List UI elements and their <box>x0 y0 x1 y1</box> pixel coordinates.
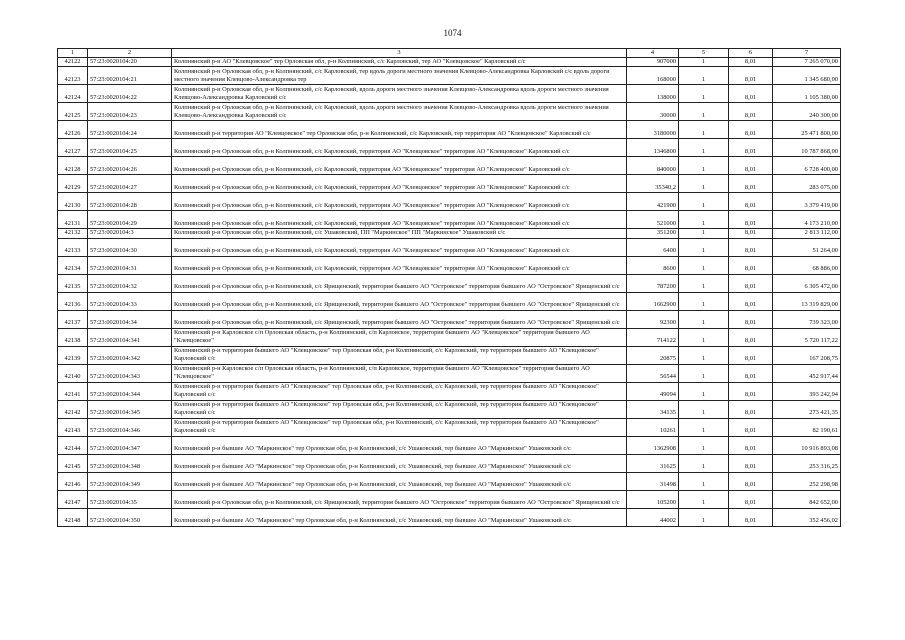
row-number: 42122 <box>58 58 88 67</box>
cadastral-number: 57:23:0020104:31 <box>88 256 172 274</box>
area-value: 92300 <box>627 310 679 328</box>
table-row <box>58 382 841 400</box>
count-value: 1 <box>679 310 729 328</box>
rate-value: 8,01 <box>729 382 773 400</box>
table-row <box>58 418 841 436</box>
rate-value: 8,01 <box>729 274 773 292</box>
count-value: 1 <box>679 400 729 418</box>
cadastral-value: 240 300,00 <box>773 103 841 121</box>
row-number: 42137 <box>58 310 88 328</box>
area-value: 30000 <box>627 103 679 121</box>
cadastral-number: 57:23:0020104:28 <box>88 193 172 211</box>
table-row <box>58 238 841 256</box>
cadastral-number: 57:23:0020104:25 <box>88 139 172 157</box>
count-value: 1 <box>679 58 729 67</box>
table-row <box>58 310 841 328</box>
rate-value: 8,01 <box>729 85 773 103</box>
count-value: 1 <box>679 454 729 472</box>
rate-value: 8,01 <box>729 328 773 346</box>
cadastral-number: 57:23:0020104:26 <box>88 157 172 175</box>
row-number: 42125 <box>58 103 88 121</box>
cadastral-number: 57:23:0020104:20 <box>88 58 172 67</box>
location-description: Колпнянский р-н территория бывшего АО "Клевцовское" тер Орловская обл, р-н Колпнянский, с/с Карловский, тер территория бывшего АО "Клевцовское" Карловский с/с <box>172 382 627 400</box>
area-value: 20875 <box>627 346 679 364</box>
location-description: Колпнянский р-н территория бывшего АО "Клевцовское" тер Орловская обл, р-н Колпнянский, с/с Карловский, тер территория бывшего АО "Клевцовское" Карловский с/с <box>172 400 627 418</box>
cadastral-value: 51 264,00 <box>773 238 841 256</box>
location-description: Колпнянский р-н Орловская обл, р-н Колпнянский, с/с Ушаковский, ПП "Маркинское" ПП "Маркинское" Ушаковский с/с <box>172 229 627 238</box>
area-value: 787200 <box>627 274 679 292</box>
table-row <box>58 139 841 157</box>
cadastral-number: 57:23:0020104:344 <box>88 382 172 400</box>
count-value: 1 <box>679 67 729 85</box>
table-row <box>58 229 841 238</box>
area-value: 351200 <box>627 229 679 238</box>
row-number: 42133 <box>58 238 88 256</box>
row-number: 42126 <box>58 121 88 139</box>
row-number: 42123 <box>58 67 88 85</box>
table-row <box>58 292 841 310</box>
column-header: 4 <box>627 49 679 58</box>
page-number: 1074 <box>443 28 462 38</box>
table-row <box>58 490 841 508</box>
area-value: 6400 <box>627 238 679 256</box>
cadastral-number: 57:23:0020104:3 <box>88 229 172 238</box>
table-row <box>58 454 841 472</box>
area-value: 1362908 <box>627 436 679 454</box>
area-value: 35340,2 <box>627 175 679 193</box>
rate-value: 8,01 <box>729 256 773 274</box>
location-description: Колпнянский р-н Карловское с/п Орловская область, р-н Колпнянский, с/п Карловское, территория бывшего АО "Клевцовское" территория бывшего АО "Клевцовское" <box>172 328 627 346</box>
count-value: 1 <box>679 211 729 229</box>
cadastral-value: 82 190,61 <box>773 418 841 436</box>
area-value: 44002 <box>627 508 679 526</box>
cadastral-value: 2 813 112,00 <box>773 229 841 238</box>
rate-value: 8,01 <box>729 472 773 490</box>
area-value: 56544 <box>627 364 679 382</box>
row-number: 42140 <box>58 364 88 382</box>
count-value: 1 <box>679 346 729 364</box>
location-description: Колпнянский р-н Орловская обл, р-н Колпнянский, с/с Карловский, территория АО "Клевцовское" территория АО "Клевцовское" Карловский с/с <box>172 256 627 274</box>
rate-value: 8,01 <box>729 229 773 238</box>
area-value: 1346800 <box>627 139 679 157</box>
area-value: 1662900 <box>627 292 679 310</box>
table-row <box>58 58 841 67</box>
cadastral-number: 57:23:0020104:30 <box>88 238 172 256</box>
table-row <box>58 346 841 364</box>
table-row <box>58 121 841 139</box>
area-value: 138000 <box>627 85 679 103</box>
area-value: 421900 <box>627 193 679 211</box>
cadastral-number: 57:23:0020104:346 <box>88 418 172 436</box>
cadastral-value: 10 916 893,08 <box>773 436 841 454</box>
table-row <box>58 328 841 346</box>
location-description: Колпнянский р-н Орловская обл, р-н Колпнянский, с/с Карловский, территория АО "Клевцовское" территория АО "Клевцовское" Карловский с/с <box>172 238 627 256</box>
count-value: 1 <box>679 274 729 292</box>
cadastral-value: 3 379 419,00 <box>773 193 841 211</box>
cadastral-number: 57:23:0020104:29 <box>88 211 172 229</box>
area-value: 49094 <box>627 382 679 400</box>
row-number: 42141 <box>58 382 88 400</box>
table-row <box>58 85 841 103</box>
rate-value: 8,01 <box>729 400 773 418</box>
table-row <box>58 256 841 274</box>
rate-value: 8,01 <box>729 364 773 382</box>
area-value: 907000 <box>627 58 679 67</box>
rate-value: 8,01 <box>729 418 773 436</box>
row-number: 42138 <box>58 328 88 346</box>
cadastral-value: 10 787 868,00 <box>773 139 841 157</box>
table-row <box>58 193 841 211</box>
cadastral-value: 273 421,35 <box>773 400 841 418</box>
cadastral-value: 393 242,94 <box>773 382 841 400</box>
area-value: 521000 <box>627 211 679 229</box>
area-value: 31625 <box>627 454 679 472</box>
rate-value: 8,01 <box>729 211 773 229</box>
rate-value: 8,01 <box>729 436 773 454</box>
cadastral-number: 57:23:0020104:22 <box>88 85 172 103</box>
count-value: 1 <box>679 472 729 490</box>
cadastral-value: 5 720 117,22 <box>773 328 841 346</box>
row-number: 42147 <box>58 490 88 508</box>
cadastral-number: 57:23:0020104:349 <box>88 472 172 490</box>
cadastral-value: 6 728 400,00 <box>773 157 841 175</box>
row-number: 42142 <box>58 400 88 418</box>
cadastral-value: 1 345 680,00 <box>773 67 841 85</box>
row-number: 42124 <box>58 85 88 103</box>
row-number: 42145 <box>58 454 88 472</box>
count-value: 1 <box>679 175 729 193</box>
rate-value: 8,01 <box>729 292 773 310</box>
table-row <box>58 67 841 85</box>
cadastral-number: 57:23:0020104:24 <box>88 121 172 139</box>
column-header: 1 <box>58 49 88 58</box>
location-description: Колпнянский р-н территория бывшего АО "Клевцовское" тер Орловская обл, р-н Колпнянский, с/с Карловский, тер территория бывшего АО "Клевцовское" Карловский с/с <box>172 346 627 364</box>
table-row <box>58 103 841 121</box>
cadastral-value: 739 323,00 <box>773 310 841 328</box>
location-description: Колпнянский р-н бывшее АО "Маркинское" тер Орловская обл, р-н Колпнянский, с/с Ушаковский, тер бывшее АО "Маркинское" Ушаковский с/с <box>172 454 627 472</box>
location-description: Колпнянский р-н Орловская обл, р-н Колпнянский, с/с Карловский, вдоль дороги местного значения Клевцово-Александровка вдоль дороги местного значения Клевцово-Александровка Карловский с/с <box>172 85 627 103</box>
location-description: Колпнянский р-н Орловская обл, р-н Колпнянский, с/с Карловский, тер вдоль дороги местного значения Клевцово-Александровка Карловский с/с вдоль дороги местного значения Клевцово-Александровка тер <box>172 67 627 85</box>
row-number: 42134 <box>58 256 88 274</box>
cadastral-value: 167 208,75 <box>773 346 841 364</box>
table-row <box>58 274 841 292</box>
table-row <box>58 472 841 490</box>
count-value: 1 <box>679 85 729 103</box>
row-number: 42128 <box>58 157 88 175</box>
rate-value: 8,01 <box>729 193 773 211</box>
rate-value: 8,01 <box>729 490 773 508</box>
count-value: 1 <box>679 157 729 175</box>
location-description: Колпнянский р-н бывшее АО "Маркинское" тер Орловская обл, р-н Колпнянский, с/с Ушаковский, тер бывшее АО "Маркинское" Ушаковский с/с <box>172 472 627 490</box>
location-description: Колпнянский р-н Орловская обл, р-н Колпнянский, с/с Карловский, территория АО "Клевцовское" территория АО "Клевцовское" Карловский с/с <box>172 157 627 175</box>
area-value: 714122 <box>627 328 679 346</box>
location-description: Колпнянский р-н Орловская обл, р-н Колпнянский, с/с Ярищенский, территория бывшего АО "Островское" территория бывшего АО "Островское" Ярищенский с/с <box>172 310 627 328</box>
rate-value: 8,01 <box>729 58 773 67</box>
location-description: Колпнянский р-н бывшее АО "Маркинское" тер Орловская обл, р-н Колпнянский, с/с Ушаковский, тер бывшее АО "Маркинское" Ушаковский с/с <box>172 436 627 454</box>
cadastral-value: 6 305 472,00 <box>773 274 841 292</box>
rate-value: 8,01 <box>729 157 773 175</box>
count-value: 1 <box>679 238 729 256</box>
area-value: 840000 <box>627 157 679 175</box>
table-row <box>58 364 841 382</box>
area-value: 105200 <box>627 490 679 508</box>
cadastral-value: 253 316,25 <box>773 454 841 472</box>
rate-value: 8,01 <box>729 175 773 193</box>
area-value: 3180000 <box>627 121 679 139</box>
cadastral-value: 25 471 800,00 <box>773 121 841 139</box>
column-header: 5 <box>679 49 729 58</box>
cadastral-value: 252 298,98 <box>773 472 841 490</box>
cadastral-value: 283 075,00 <box>773 175 841 193</box>
column-header: 3 <box>172 49 627 58</box>
row-number: 42130 <box>58 193 88 211</box>
cadastral-value: 4 173 210,00 <box>773 211 841 229</box>
table-row <box>58 436 841 454</box>
count-value: 1 <box>679 229 729 238</box>
rate-value: 8,01 <box>729 139 773 157</box>
cadastral-value: 452 917,44 <box>773 364 841 382</box>
location-description: Колпнянский р-н Орловская обл, р-н Колпнянский, с/с Карловский, территория АО "Клевцовское" территория АО "Клевцовское" Карловский с/с <box>172 211 627 229</box>
rate-value: 8,01 <box>729 67 773 85</box>
cadastral-number: 57:23:0020104:341 <box>88 328 172 346</box>
area-value: 34135 <box>627 400 679 418</box>
count-value: 1 <box>679 508 729 526</box>
cadastral-number: 57:23:0020104:27 <box>88 175 172 193</box>
land-register-table <box>57 48 841 527</box>
count-value: 1 <box>679 103 729 121</box>
cadastral-number: 57:23:0020104:23 <box>88 103 172 121</box>
header-row <box>58 49 841 58</box>
location-description: Колпнянский р-н территория АО "Клевцовское" тер Орловская обл, р-н Колпнянский, с/с Карловский, тер территория АО "Клевцовское" Карловский с/с <box>172 121 627 139</box>
location-description: Колпнянский р-н АО "Клевцовское" тер Орловская обл, р-н Колпнянский, с/с Карловский, тер АО "Клевцовское" Карловский с/с <box>172 58 627 67</box>
table-row <box>58 175 841 193</box>
rate-value: 8,01 <box>729 346 773 364</box>
cadastral-number: 57:23:0020104:345 <box>88 400 172 418</box>
cadastral-value: 842 652,00 <box>773 490 841 508</box>
cadastral-number: 57:23:0020104:350 <box>88 508 172 526</box>
rate-value: 8,01 <box>729 454 773 472</box>
table-row <box>58 508 841 526</box>
row-number: 42146 <box>58 472 88 490</box>
row-number: 42135 <box>58 274 88 292</box>
row-number: 42127 <box>58 139 88 157</box>
row-number: 42143 <box>58 418 88 436</box>
cadastral-value: 352 456,02 <box>773 508 841 526</box>
cadastral-number: 57:23:0020104:32 <box>88 274 172 292</box>
count-value: 1 <box>679 418 729 436</box>
area-value: 168000 <box>627 67 679 85</box>
area-value: 8600 <box>627 256 679 274</box>
rate-value: 8,01 <box>729 310 773 328</box>
rate-value: 8,01 <box>729 121 773 139</box>
location-description: Колпнянский р-н Орловская обл, р-н Колпнянский, с/с Ярищенский, территория бывшего АО "Островское" территория бывшего АО "Островское" Ярищенский с/с <box>172 274 627 292</box>
cadastral-value: 7 265 070,00 <box>773 58 841 67</box>
count-value: 1 <box>679 256 729 274</box>
row-number: 42139 <box>58 346 88 364</box>
location-description: Колпнянский р-н Орловская обл, р-н Колпнянский, с/с Ярищенский, территория бывшего АО "Островское" территория бывшего АО "Островское" Ярищенский с/с <box>172 292 627 310</box>
cadastral-number: 57:23:0020104:34 <box>88 310 172 328</box>
row-number: 42131 <box>58 211 88 229</box>
table-row <box>58 211 841 229</box>
cadastral-number: 57:23:0020104:348 <box>88 454 172 472</box>
area-value: 10261 <box>627 418 679 436</box>
location-description: Колпнянский р-н Орловская обл, р-н Колпнянский, с/с Ярищенский, территория бывшего АО "Островское" территория бывшего АО "Островское" Ярищенский с/с <box>172 490 627 508</box>
location-description: Колпнянский р-н бывшее АО "Маркинское" тер Орловская обл, р-н Колпнянский, с/с Ушаковский, тер бывшее АО "Маркинское" Ушаковский с/с <box>172 508 627 526</box>
area-value: 31498 <box>627 472 679 490</box>
count-value: 1 <box>679 328 729 346</box>
row-number: 42136 <box>58 292 88 310</box>
cadastral-number: 57:23:0020104:35 <box>88 490 172 508</box>
count-value: 1 <box>679 436 729 454</box>
row-number: 42148 <box>58 508 88 526</box>
column-header: 6 <box>729 49 773 58</box>
table-row <box>58 157 841 175</box>
rate-value: 8,01 <box>729 103 773 121</box>
table-row <box>58 400 841 418</box>
cadastral-number: 57:23:0020104:342 <box>88 346 172 364</box>
count-value: 1 <box>679 292 729 310</box>
cadastral-number: 57:23:0020104:347 <box>88 436 172 454</box>
count-value: 1 <box>679 490 729 508</box>
location-description: Колпнянский р-н Орловская обл, р-н Колпнянский, с/с Карловский, территория АО "Клевцовское" территория АО "Клевцовское" Карловский с/с <box>172 193 627 211</box>
rate-value: 8,01 <box>729 508 773 526</box>
count-value: 1 <box>679 382 729 400</box>
count-value: 1 <box>679 193 729 211</box>
location-description: Колпнянский р-н Орловская обл, р-н Колпнянский, с/с Карловский, территория АО "Клевцовское" территория АО "Клевцовское" Карловский с/с <box>172 139 627 157</box>
row-number: 42144 <box>58 436 88 454</box>
count-value: 1 <box>679 364 729 382</box>
location-description: Колпнянский р-н территория бывшего АО "Клевцовское" тер Орловская обл, р-н Колпнянский, с/с Карловский, тер территория бывшего АО "Клевцовское" Карловский с/с <box>172 418 627 436</box>
cadastral-value: 1 105 380,00 <box>773 85 841 103</box>
rate-value: 8,01 <box>729 238 773 256</box>
cadastral-number: 57:23:0020104:343 <box>88 364 172 382</box>
column-header: 2 <box>88 49 172 58</box>
cadastral-value: 13 319 829,00 <box>773 292 841 310</box>
location-description: Колпнянский р-н Орловская обл, р-н Колпнянский, с/с Карловский, вдоль дороги местного значения Клевцово-Александровка вдоль дороги местного значения Клевцово-Александровка Карловский с/с <box>172 103 627 121</box>
cadastral-value: 68 886,00 <box>773 256 841 274</box>
count-value: 1 <box>679 139 729 157</box>
cadastral-number: 57:23:0020104:33 <box>88 292 172 310</box>
row-number: 42132 <box>58 229 88 238</box>
count-value: 1 <box>679 121 729 139</box>
cadastral-number: 57:23:0020104:21 <box>88 67 172 85</box>
location-description: Колпнянский р-н Орловская обл, р-н Колпнянский, с/с Карловский, территория АО "Клевцовское" территория АО "Клевцовское" Карловский с/с <box>172 175 627 193</box>
row-number: 42129 <box>58 175 88 193</box>
location-description: Колпнянский р-н Карловское с/п Орловская область, р-н Колпнянский, с/п Карловское, территория бывшего АО "Клевцовское" территория бывшего АО "Клевцовское" <box>172 364 627 382</box>
column-header: 7 <box>773 49 841 58</box>
